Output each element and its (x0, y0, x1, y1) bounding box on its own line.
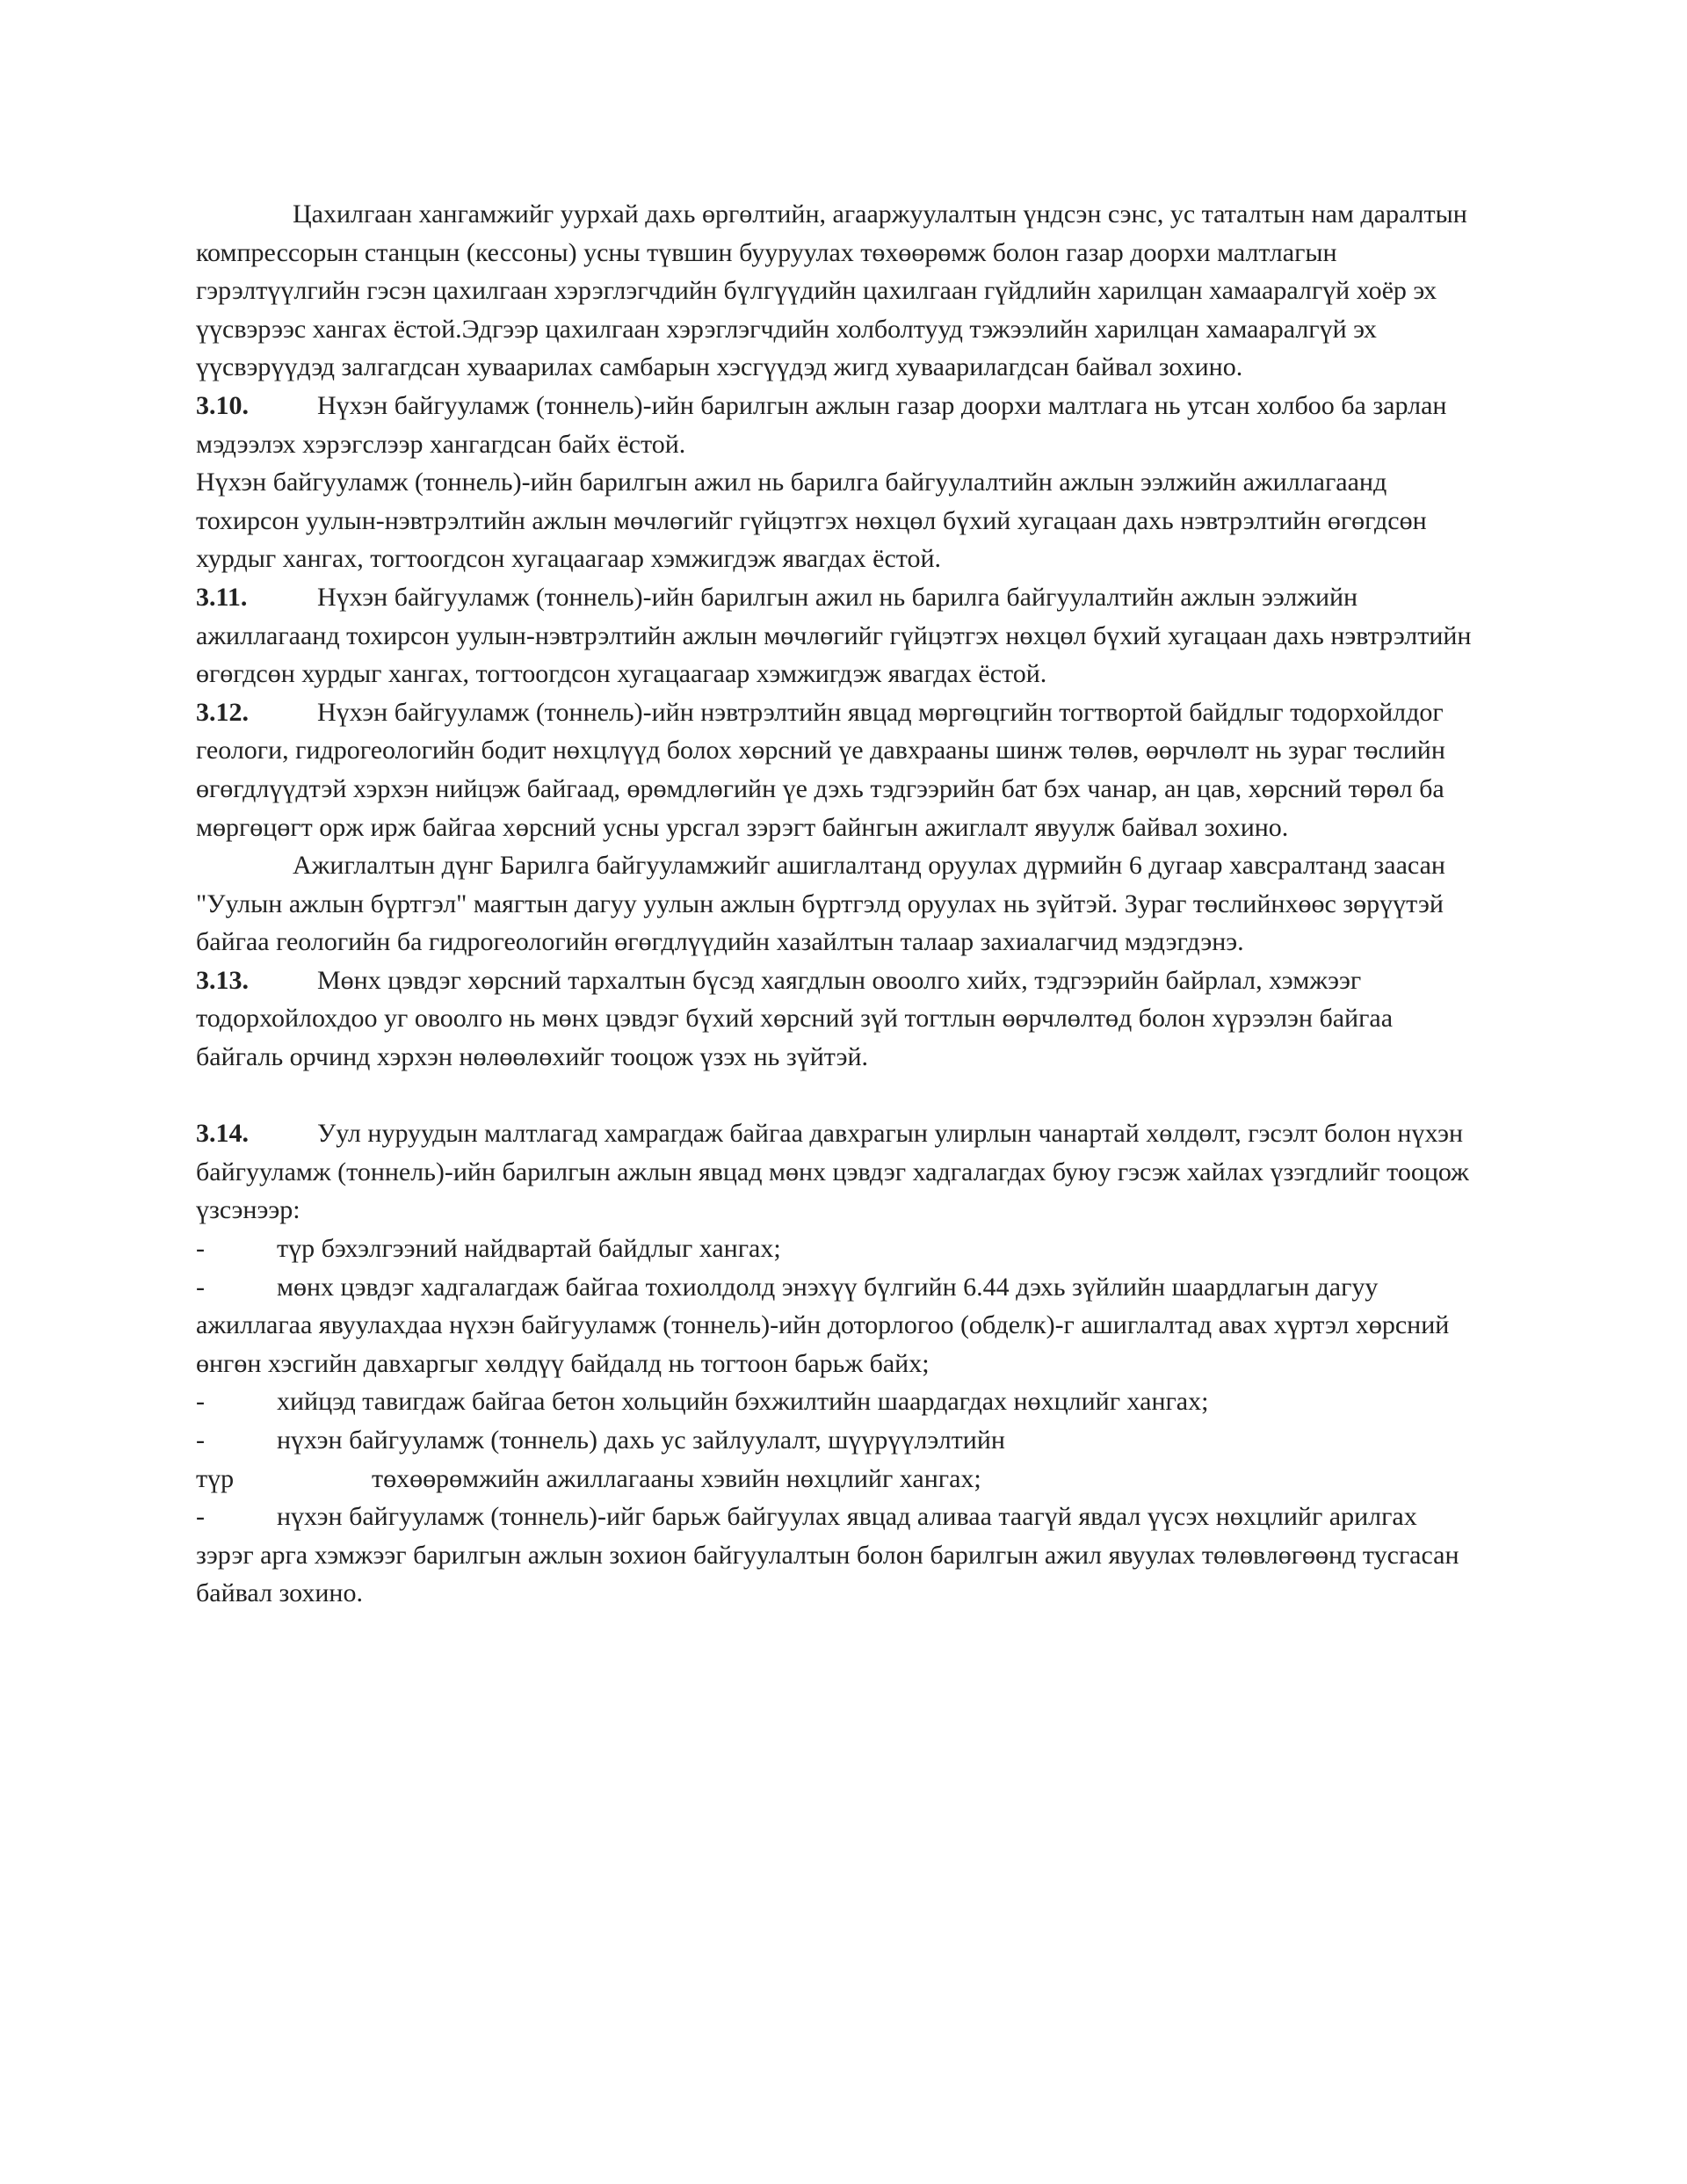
section-text: Нүхэн байгууламж (тоннель)-ийн барилгын ажлын газар доорхи малтлага нь утсан холбоо ба зарлан мэдээлэх хэрэгслээр хангагдсан байх ёстой. (196, 390, 1447, 459)
bullet-item (196, 1421, 1479, 1460)
section-number: 3.10. (196, 390, 249, 420)
blank-line (196, 1077, 1479, 1115)
bullet-dash: - (196, 1272, 205, 1302)
bullet-item (196, 1382, 1479, 1421)
bullet-continuation (196, 1460, 1479, 1498)
section-3-12 (196, 693, 1479, 846)
bullet-dash: - (196, 1234, 205, 1264)
section-3-14 (196, 1114, 1479, 1230)
bullet-text: хийцэд тавигдаж байгаа бетон хольцийн бэхжилтийн шаардагдах нөхцлийг хангах; (277, 1387, 1209, 1417)
bullet-dash: - (196, 1502, 205, 1532)
bullet-text: нүхэн байгууламж (тоннель)-ийг барьж байгуулах явцад аливаа таагүй явдал үүсэх нөхцлийг арилгах зэрэг арга хэмжээг барилгын ажлын зохион байгуулалтын болон барилгын ажил явуулах төлөвлөгөөнд тусгасан байвал зохино. (196, 1502, 1459, 1608)
bullet-dash: - (196, 1426, 205, 1455)
section-text: Нүхэн байгууламж (тоннель)-ийн нэвтрэлтийн явцад мөргөцгийн тогтвортой байдлыг тодорхойлдог геологи, гидрогеологийн бодит нөхцлүүд болох хөрсний үе давхрааны шинж төлөв, өөрчлөлт нь зураг төслийн өгөгдлүүдтэй хэрхэн нийцэж байгаад, өрөмдлөгийн үе дэхь тэдгээрийн бат бэх чанар, ан цав, хөрсний төрөл ба мөргөцөгт орж ирж байгаа хөрсний усны урсгал зэрэгт байнгын ажиглалт явуулж байвал зохино. (196, 697, 1445, 842)
section-3-10 (196, 387, 1479, 463)
bullet-text: мөнх цэвдэг хадгалагдаж байгаа тохиолдолд энэхүү бүлгийн 6.44 дэхь зүйлийн шаардлагын дагуу ажиллагаа явуулахдаа нүхэн байгууламж (тоннель)-ийн доторлогоо (обделк)-г ашиглалтад авах хүртэл хөрсний өнгөн хэсгийн давхаргыг хөлдүү байдалд нь тогтоон барьж байх; (196, 1272, 1450, 1378)
bullet-item (196, 1230, 1479, 1268)
section-number: 3.13. (196, 965, 249, 995)
section-number: 3.14. (196, 1119, 249, 1149)
section-3-10-extra: Нүхэн байгууламж (тоннель)-ийн барилгын ажил нь барилга байгуулалтийн ажлын ээлжийн ажиллагаанд тохирсон уулын-нэвтрэлтийн ажлын мөчлөгийг гүйцэтгэх нөхцөл бүхий хугацаан дахь нэвтрэлтийн өгөгдсөн хурдыг хангах, тогтоогдсон хугацаагаар хэмжигдэж явагдах ёстой. (196, 468, 1427, 574)
continuation-text: төхөөрөмжийн ажиллагааны хэвийн нөхцлийг хангах; (372, 1463, 981, 1493)
section-3-13 (196, 961, 1479, 1077)
document-page (196, 195, 1479, 1613)
intro-paragraph: Цахилгаан хангамжийг уурхай дахь өргөлтийн, агааржуулалтын үндсэн сэнс, ус таталтын нам даралтын компрессорын станцын (кессоны) усны түвшин бууруулах төхөөрөмж болон газар доорхи малтлагын гэрэлтүүлгийн гэсэн цахилгаан хэрэглэгчдийн бүлгүүдийн цахилгаан гүйдлийн харилцан хамааралгүй хоёр эх үүсвэрээс хангах ёстой.Эдгээр цахилгаан хэрэглэгчдийн холболтууд тэжээлийн харилцан хамааралгүй эх үүсвэрүүдэд залгагдсан хуваарилах самбарын хэсгүүдэд жигд хуваарилагдсан байвал зохино. (196, 200, 1467, 382)
section-text: Нүхэн байгууламж (тоннель)-ийн барилгын ажил нь барилга байгуулалтийн ажлын ээлжийн ажиллагаанд тохирсон уулын-нэвтрэлтийн ажлын мөчлөгийг гүйцэтгэх нөхцөл бүхий хугацаан дахь нэвтрэлтийн өгөгдсөн хурдыг хангах, тогтоогдсон хугацаагаар хэмжигдэж явагдах ёстой. (196, 582, 1472, 689)
continuation-word: түр (196, 1463, 235, 1493)
section-text: Мөнх цэвдэг хөрсний тархалтын бүсэд хаягдлын овоолго хийх, тэдгээрийн байрлал, хэмжээг тодорхойлохдоо уг овоолго нь мөнх цэвдэг бүхий хөрсний зүй тогтлын өөрчлөлтөд болон хүрээлэн байгаа байгаль орчинд хэрхэн нөлөөлөхийг тооцож үзэх нь зүйтэй. (196, 965, 1394, 1072)
section-3-11 (196, 578, 1479, 693)
bullet-item (196, 1498, 1479, 1613)
bullet-dash: - (196, 1387, 205, 1417)
section-number: 3.12. (196, 697, 249, 727)
bullet-item (196, 1268, 1479, 1383)
section-text: Уул нуруудын малтлагад хамрагдаж байгаа давхрагын улирлын чанартай хөлдөлт, гэсэлт болон нүхэн байгууламж (тоннель)-ийн барилгын ажлын явцад мөнх цэвдэг хадгалагдах буюу гэсэж хайлах үзэгдлийг тооцож үзсэнээр: (196, 1119, 1469, 1225)
section-3-12-extra: Ажиглалтын дүнг Барилга байгууламжийг ашиглалтанд оруулах дүрмийн 6 дугаар хавсралтанд заасан "Уулын ажлын бүртгэл" маягтын дагуу уулын ажлын бүртгэлд оруулах нь зүйтэй. Зураг төслийнхөөс зөрүүтэй байгаа геологийн ба гидрогеологийн өгөгдлүүдийн хазайлтын талаар захиалагчид мэдэгдэнэ. (196, 851, 1445, 957)
bullet-text: нүхэн байгууламж (тоннель) дахь ус зайлуулалт, шүүрүүлэлтийн (277, 1426, 1005, 1455)
section-number: 3.11. (196, 582, 248, 612)
bullet-text: түр бэхэлгээний найдвартай байдлыг хангах; (277, 1234, 781, 1264)
